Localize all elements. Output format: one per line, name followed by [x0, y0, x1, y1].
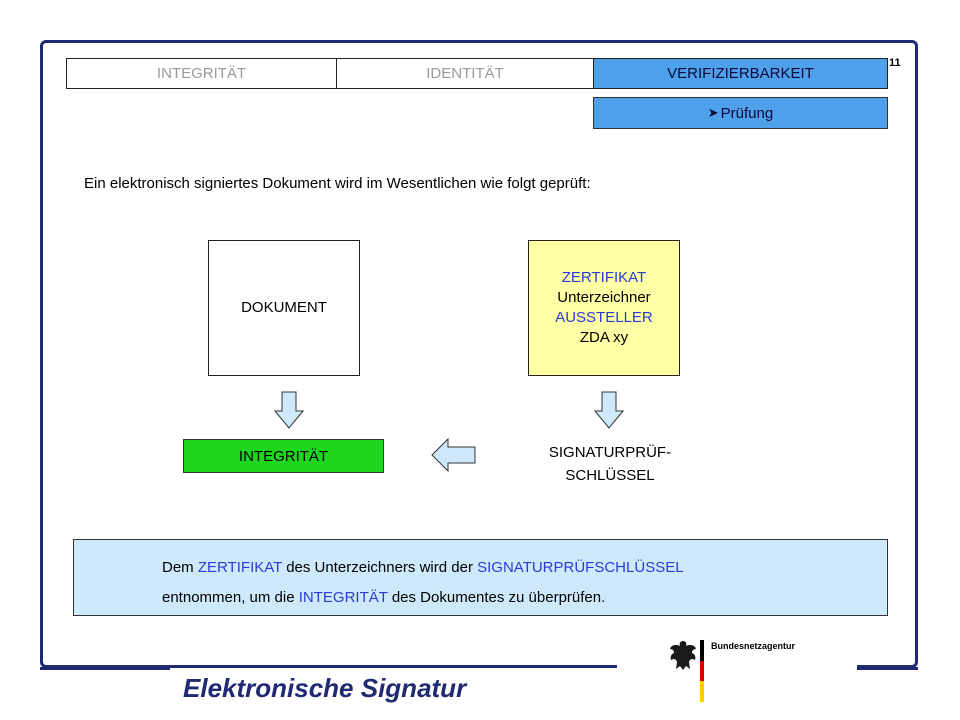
signature-key-label: [510, 441, 710, 487]
certificate-box: [528, 240, 680, 376]
down-arrow-icon: [594, 391, 624, 429]
arrow-bullet-icon: ➤: [707, 105, 719, 120]
explanation-line1: [162, 553, 887, 583]
footer-divider: [40, 667, 170, 670]
federal-eagle-logo: [668, 638, 698, 672]
slide-number: 11: [889, 57, 901, 69]
tab-identitaet[interactable]: IDENTITÄT: [426, 65, 504, 82]
integrity-box: [183, 439, 384, 473]
subtab-label: Prüfung: [720, 104, 774, 122]
flag-bar: [700, 640, 704, 702]
document-label: DOKUMENT: [241, 299, 327, 316]
integrity-label: INTEGRITÄT: [238, 447, 329, 465]
tab-integritaet[interactable]: INTEGRITÄT: [67, 59, 337, 88]
footer-title: Elektronische Signatur: [183, 673, 467, 703]
certificate-issuer: AUSSTELLER: [555, 309, 653, 326]
note-text: entnommen, um die: [162, 589, 299, 606]
note-text: des Dokumentes zu überprüfen.: [387, 589, 606, 606]
tab-bar: [66, 58, 888, 89]
tab-verifizierbarkeit[interactable]: VERIFIZIERBARKEIT: [593, 59, 887, 88]
explanation-box: [73, 539, 888, 616]
certificate-title: ZERTIFIKAT: [561, 269, 647, 286]
logo-text: Bundesnetzagentur: [711, 641, 796, 651]
down-arrow-icon: [274, 391, 304, 429]
subtab-pruefung[interactable]: [593, 97, 888, 129]
left-arrow-icon: [431, 438, 476, 472]
intro-text: Ein elektronisch signiertes Dokument wird im Wesentlichen wie folgt geprüft:: [84, 175, 591, 192]
document-box: [208, 240, 360, 376]
note-highlight: INTEGRITÄT: [298, 589, 388, 606]
certificate-signer: Unterzeichner: [557, 289, 651, 306]
note-highlight: ZERTIFIKAT: [197, 559, 283, 576]
signature-key-line1: SIGNATURPRÜF-: [548, 444, 672, 461]
footer-divider: [857, 667, 918, 670]
note-highlight: SIGNATURPRÜFSCHLÜSSEL: [477, 559, 684, 576]
explanation-line2: [162, 583, 887, 613]
signature-key-line2: SCHLÜSSEL: [565, 467, 655, 484]
note-text: Dem: [162, 559, 198, 576]
note-text: des Unterzeichners wird der: [282, 559, 478, 576]
certificate-zda: ZDA xy: [579, 329, 629, 346]
